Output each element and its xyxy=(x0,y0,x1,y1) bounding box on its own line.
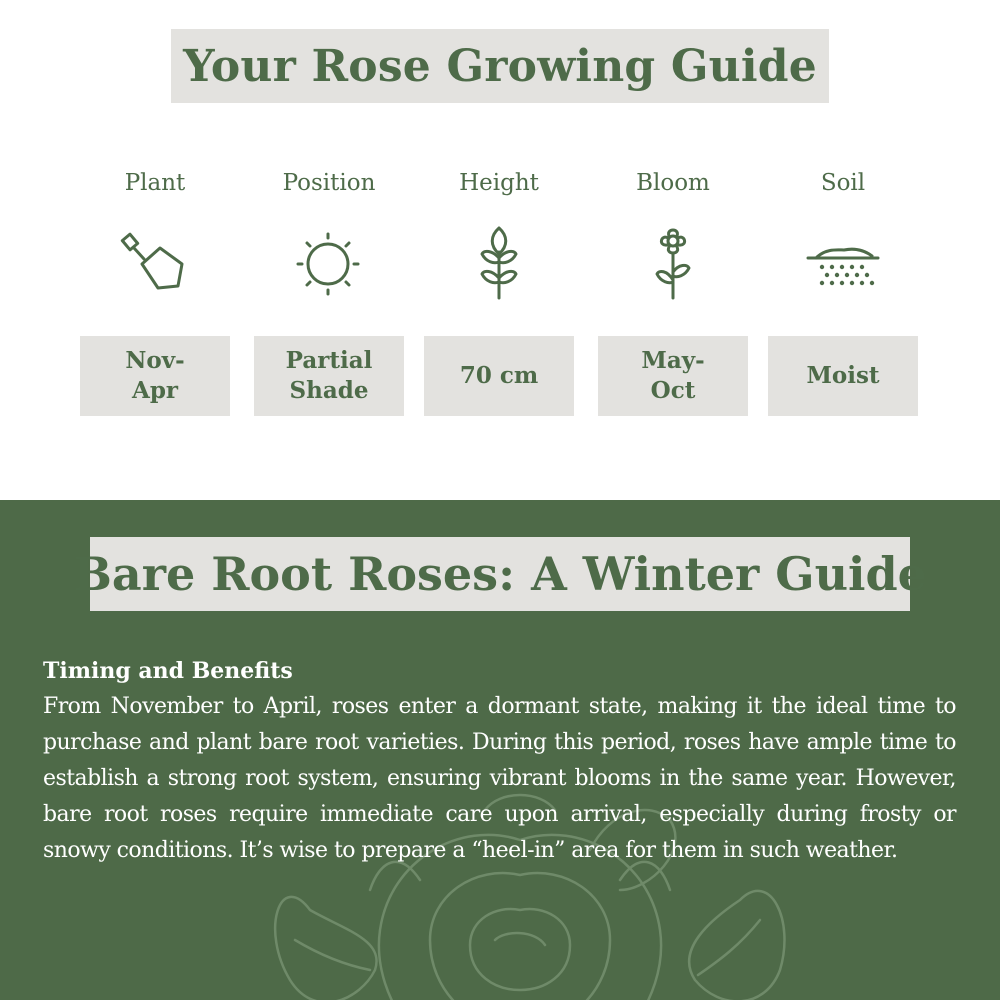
attribute-label: Height xyxy=(459,170,539,196)
attribute-value: Nov- Apr xyxy=(80,336,230,416)
section-body: From November to April, roses enter a dormant state, making it the ideal time to purchase and plant bare root varieties. During this period, roses have ample time to establish a strong root system, ensuring vibrant blooms in the same year. However, bare root roses require immediate care upon arrival, especially during frosty or snowy conditions. It’s wise to prepare a “heel-in” area for them in such weather. xyxy=(43,694,956,863)
page-title: Your Rose Growing Guide xyxy=(183,40,817,92)
section-title-banner xyxy=(73,537,927,611)
attribute-plant xyxy=(80,166,230,404)
attribute-position xyxy=(254,166,404,404)
section-content xyxy=(43,655,956,869)
attribute-label: Plant xyxy=(124,170,186,196)
seedling-icon xyxy=(464,226,534,306)
winter-guide-section xyxy=(0,500,1000,1000)
attribute-value: May- Oct xyxy=(598,336,748,416)
sun-icon xyxy=(294,226,364,306)
attribute-label: Soil xyxy=(820,170,866,196)
attribute-label: Bloom xyxy=(636,170,710,196)
attribute-value: Partial Shade xyxy=(254,336,404,416)
attribute-bloom xyxy=(598,166,748,404)
attribute-value: Moist xyxy=(768,336,918,416)
attribute-height xyxy=(424,166,574,389)
attribute-label: Position xyxy=(282,170,376,196)
attribute-value: 70 cm xyxy=(424,336,574,416)
section-heading: Timing and Benefits xyxy=(43,658,293,684)
trowel-icon xyxy=(120,226,190,306)
flower-icon xyxy=(638,226,708,306)
section-title: Bare Root Roses: A Winter Guide xyxy=(73,547,927,601)
soil-icon xyxy=(808,226,878,306)
attribute-soil xyxy=(768,166,918,389)
title-banner xyxy=(171,29,829,103)
